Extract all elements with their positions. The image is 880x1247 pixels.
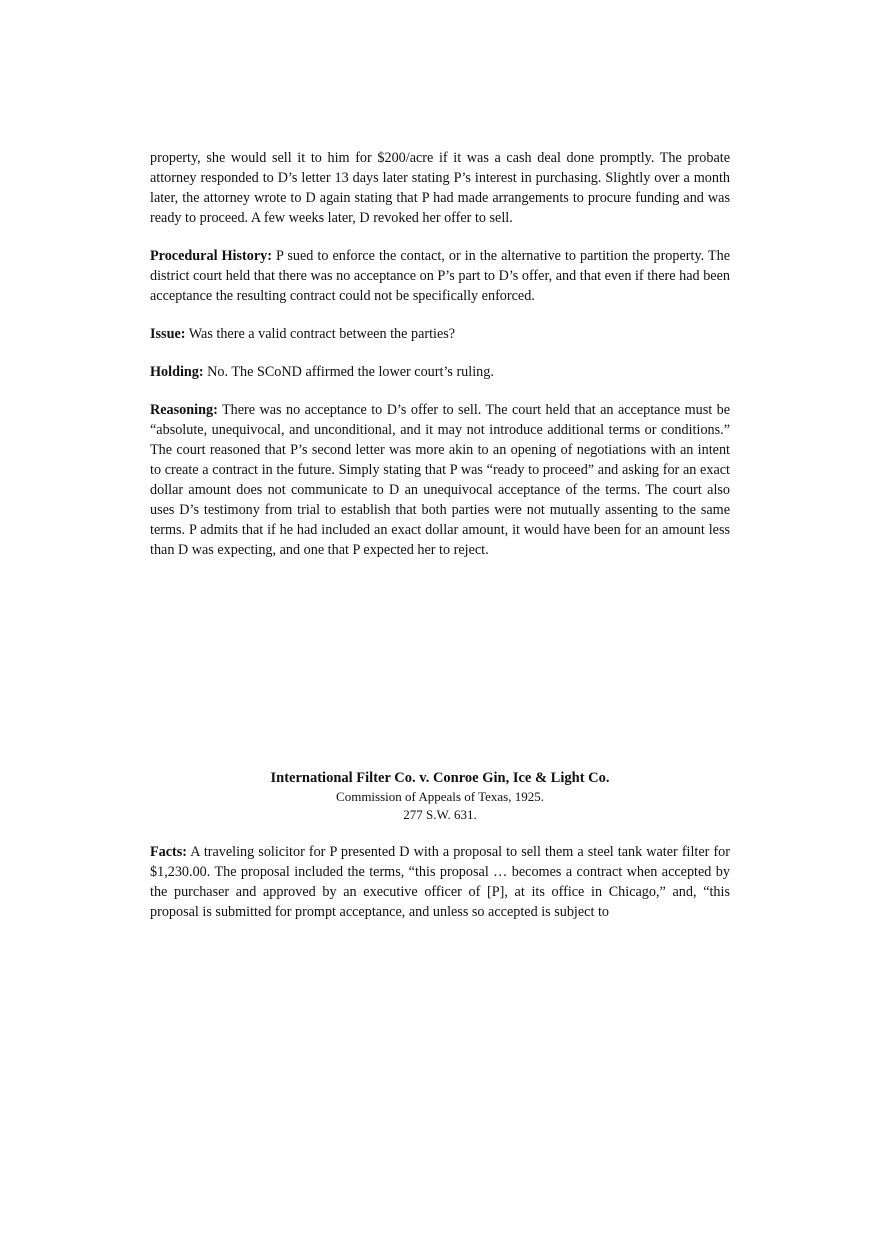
issue-text: Was there a valid contract between the parties?: [185, 326, 456, 342]
holding-label: Holding:: [150, 364, 204, 380]
document-page: [150, 148, 730, 940]
case-court: Commission of Appeals of Texas, 1925.: [336, 789, 544, 804]
case2-facts-paragraph: [150, 842, 730, 922]
holding-paragraph: [150, 362, 730, 382]
case-citation: 277 S.W. 631.: [403, 807, 477, 822]
procedural-history-text: P sued to enforce the contact, or in the alternative to partition the property. The district court held that there was no acceptance on P’s part to D’s offer, and that even if there had been acceptance the resulting contract could not be specifically enforced.: [150, 248, 730, 304]
reasoning-text: There was no acceptance to D’s offer to sell. The court held that an acceptance must be “absolute, unequivocal, and unconditional, and it may not introduce additional terms or conditions.” The court reasoned that P’s second letter was more akin to an opening of negotiations with an intent to create a contract in the future. Simply stating that P was “ready to proceed” and asking for an exact dollar amount does not communicate to D an unequivocal acceptance of the terms. The court also uses D’s testimony from trial to establish that both parties were not mutually assenting to the same terms. P admits that if he had included an exact dollar amount, it would have been for an amount less than D was expecting, and one that P expected her to reject.: [150, 402, 730, 558]
reasoning-label: Reasoning:: [150, 402, 218, 418]
reasoning-paragraph: [150, 400, 730, 560]
case-title: International Filter Co. v. Conroe Gin, Ice & Light Co.: [270, 770, 610, 786]
issue-label: Issue:: [150, 326, 186, 342]
blank-space: [150, 578, 730, 768]
facts-continuation-paragraph: [150, 148, 730, 228]
case2-facts-label: Facts:: [150, 844, 188, 860]
procedural-history-paragraph: [150, 246, 730, 306]
facts-continuation-text: property, she would sell it to him for $200/acre if it was a cash deal done promptly. The probate attorney responded to D’s letter 13 days later stating P’s interest in purchasing. Slightly over a month later, the attorney wrote to D again stating that P had made arrangements to procure funding and was ready to proceed. A few weeks later, D revoked her offer to sell.: [150, 150, 730, 226]
case2-facts-text: A traveling solicitor for P presented D with a proposal to sell them a steel tank water filter for $1,230.00. The proposal included the terms, “this proposal … becomes a contract when accepted by the purchaser and approved by an executive officer of [P], at its office in Chicago,” and, “this proposal is submitted for prompt acceptance, and unless so accepted is subject to: [150, 844, 730, 920]
holding-text: No. The SCoND affirmed the lower court’s ruling.: [203, 364, 494, 380]
issue-paragraph: [150, 324, 730, 344]
procedural-history-label: Procedural History:: [150, 248, 272, 264]
case-header: [150, 768, 730, 824]
